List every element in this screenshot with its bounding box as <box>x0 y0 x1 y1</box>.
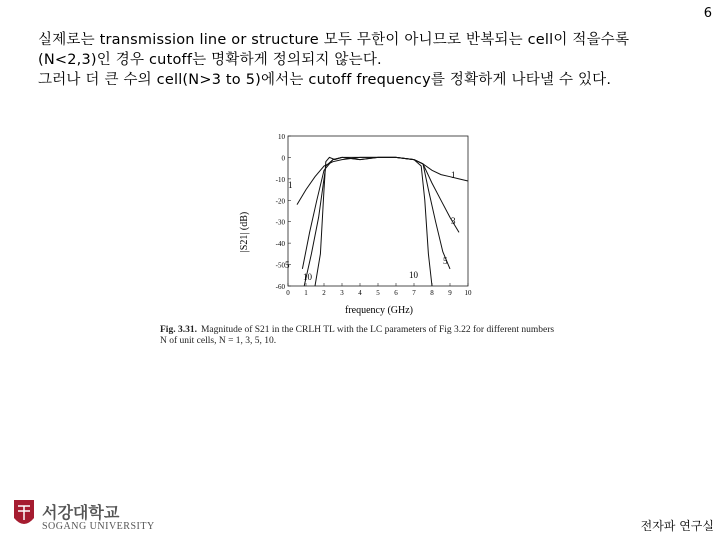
body-line: (N<2,3)인 경우 cutoff는 명확하게 정의되지 않는다. <box>38 52 382 68</box>
caption-label: Fig. 3.31. <box>160 325 197 335</box>
footer-lab-name: 전자파 연구실 <box>640 519 714 533</box>
curve-label-n5-right: 5 <box>443 256 448 266</box>
curve-label-n10-left: 10 <box>303 272 312 282</box>
y-tick-label: -30 <box>275 218 285 227</box>
y-tick-label: 10 <box>278 133 285 141</box>
y-tick-label: -60 <box>275 283 285 291</box>
x-tick-label: 10 <box>464 289 472 297</box>
x-tick-label: 9 <box>448 289 452 297</box>
plot-border <box>288 136 468 286</box>
university-logo <box>8 496 178 536</box>
body-text <box>38 30 698 90</box>
y-tick-label: -20 <box>275 197 285 206</box>
x-tick-label: 7 <box>412 289 416 297</box>
figure-caption <box>160 325 560 347</box>
body-line: 그러나 더 큰 수의 cell(N>3 to 5)에서는 cutoff frequency를 정확하게 나타낼 수 있다. <box>38 72 612 88</box>
x-tick-labels <box>286 283 472 297</box>
logo-name-english: SOGANG UNIVERSITY <box>42 521 155 532</box>
s21-chart <box>235 128 475 328</box>
x-tick-label: 8 <box>430 289 434 297</box>
caption-text: Magnitude of S21 in the CRLH TL with the LC parameters of Fig 3.22 for different numbers N of unit cells, N = 1, 3, 5, 10. <box>160 325 555 346</box>
curve-label-n1-right: 1 <box>451 170 456 180</box>
body-line: 실제로는 transmission line or structure 모두 무한이 아니므로 반복되는 cell이 적을수록 <box>38 32 630 48</box>
curve-label-n3-right: 3 <box>451 216 456 226</box>
logo-name-korean: 서강대학교 <box>42 503 120 522</box>
s21-figure <box>235 128 475 328</box>
page-number: 6 <box>703 6 712 21</box>
x-tick-label: 4 <box>358 289 362 297</box>
curve-label-n5-left: 5 <box>285 260 290 270</box>
series-line-n3 <box>302 157 459 269</box>
curve-label-n1-left: 1 <box>288 180 293 190</box>
y-axis-label: |S21| (dB) <box>239 211 250 253</box>
y-tick-label: 0 <box>281 154 285 163</box>
y-tick-label: -40 <box>275 240 285 249</box>
y-tick-label: -50 <box>275 261 285 270</box>
x-tick-label: 0 <box>286 289 290 297</box>
series-line-n10 <box>315 157 432 286</box>
plot-frame <box>288 136 468 286</box>
x-axis-label: frequency (GHz) <box>344 305 414 316</box>
x-tick-label: 2 <box>322 289 326 297</box>
curve-label-n10-right: 10 <box>409 270 418 280</box>
x-tick-label: 6 <box>394 289 398 297</box>
y-tick-label: -10 <box>275 175 285 184</box>
x-tick-label: 3 <box>340 289 344 297</box>
x-tick-label: 5 <box>376 289 380 297</box>
x-tick-label: 1 <box>304 289 308 297</box>
series-lines <box>297 157 468 286</box>
series-line-n5 <box>304 157 450 286</box>
series-line-n1 <box>297 157 468 204</box>
